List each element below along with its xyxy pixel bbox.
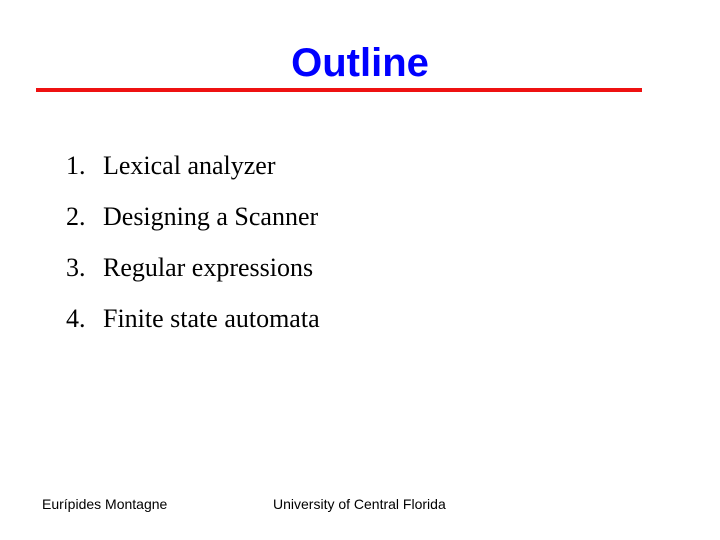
- list-item: [66, 247, 320, 298]
- list-item-number: 4.: [66, 304, 86, 333]
- footer-institution: University of Central Florida: [273, 496, 446, 512]
- list-item-text: Lexical analyzer: [103, 151, 276, 180]
- list-item: [66, 196, 320, 247]
- outline-list: [66, 145, 320, 349]
- list-item-text: Finite state automata: [103, 304, 320, 333]
- slide-title: Outline: [291, 41, 429, 85]
- list-item-number: 1.: [66, 151, 86, 180]
- title-underline: [36, 88, 642, 92]
- list-item-number: 3.: [66, 253, 86, 282]
- footer-author: Eurípides Montagne: [42, 496, 168, 512]
- list-item: [66, 145, 320, 196]
- list-item-text: Regular expressions: [103, 253, 314, 282]
- list-item: [66, 298, 320, 349]
- list-item-number: 2.: [66, 202, 86, 231]
- list-item-text: Designing a Scanner: [103, 202, 319, 231]
